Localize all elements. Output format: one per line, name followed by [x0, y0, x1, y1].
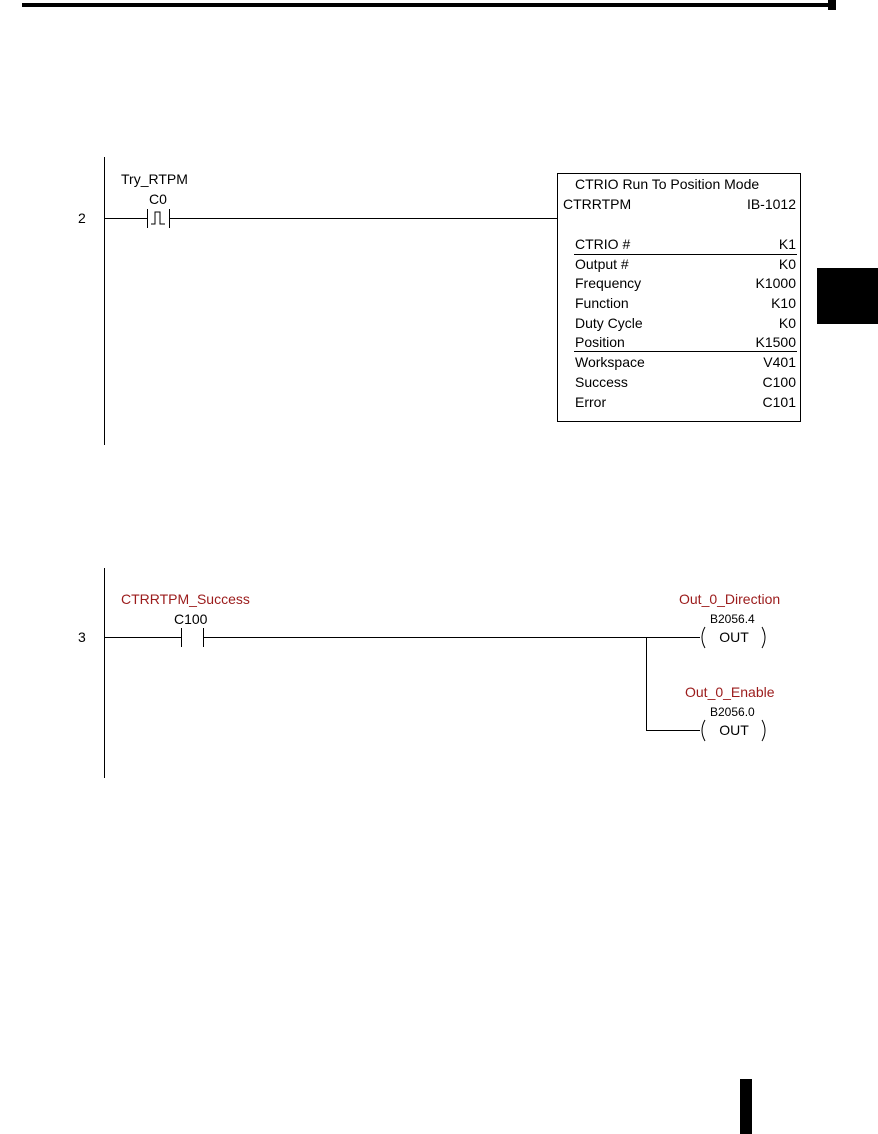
rung2-contact-edge-symbol [151, 212, 165, 224]
box-param-label: Function [575, 295, 629, 311]
rung2-contact-nickname: Try_RTPM [121, 171, 188, 187]
coil2-type: OUT [719, 722, 749, 738]
coil1-type: OUT [719, 629, 749, 645]
box-title: CTRIO Run To Position Mode [575, 176, 760, 192]
box-param-label: Error [575, 394, 607, 410]
box-param-label: Success [575, 374, 628, 390]
box-param-label: Duty Cycle [575, 315, 643, 331]
rung2-number: 2 [78, 210, 86, 226]
rung3-contact-nickname: CTRRTPM_Success [121, 591, 250, 607]
coil2-right-paren [762, 720, 765, 741]
box-param-value: K1500 [755, 334, 796, 350]
coil2-address: B2056.0 [710, 705, 755, 719]
coil2-left-paren [702, 720, 705, 741]
box-instruction-name: CTRRTPM [563, 196, 632, 212]
rung3-number: 3 [78, 629, 86, 645]
box-param-label: Position [575, 334, 625, 350]
box-instruction-id: IB-1012 [746, 196, 796, 212]
box-param-value: K10 [771, 295, 796, 311]
coil2-nickname: Out_0_Enable [685, 684, 775, 700]
box-param-value: K1 [778, 236, 796, 252]
coil1-address: B2056.4 [710, 612, 755, 626]
box-param-label: Frequency [575, 275, 642, 291]
box-param-value: C101 [762, 394, 796, 410]
rung2-contact-address: C0 [149, 191, 167, 207]
box-param-value: K1000 [755, 275, 796, 291]
box-param-value: K0 [778, 315, 796, 331]
coil1-right-paren [762, 627, 765, 648]
box-param-label: Workspace [575, 354, 645, 370]
coil1-left-paren [702, 627, 705, 648]
box-param-label: CTRIO # [575, 236, 631, 252]
box-param-value: K0 [778, 256, 796, 272]
box-param-value: C100 [762, 374, 796, 390]
coil1-nickname: Out_0_Direction [679, 591, 781, 607]
box-param-label: Output # [575, 256, 629, 272]
box-param-value: V401 [763, 354, 796, 370]
rung3-contact-address: C100 [174, 611, 208, 627]
